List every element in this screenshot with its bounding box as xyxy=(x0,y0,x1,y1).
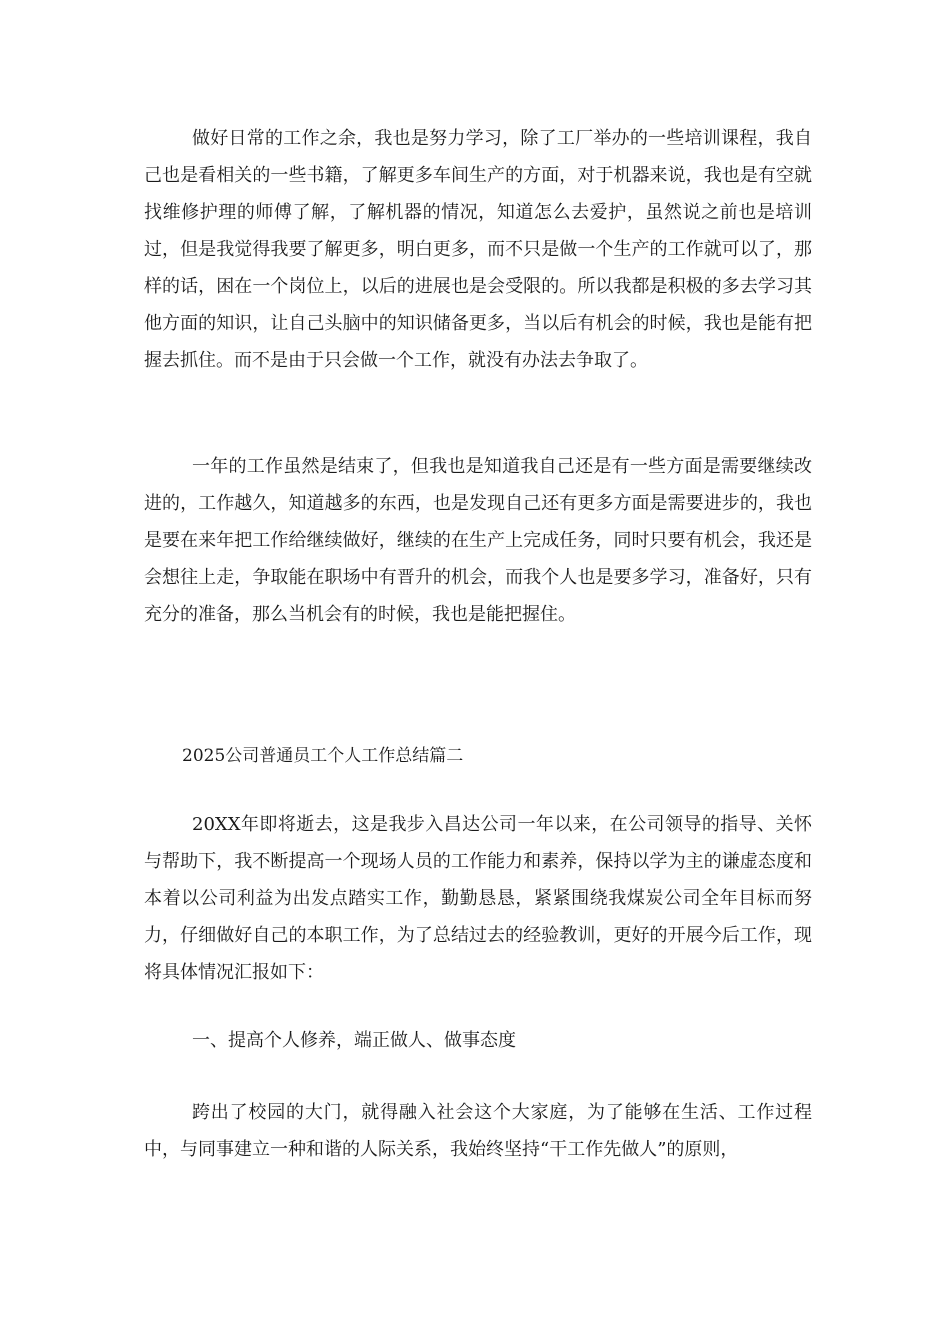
paragraph-self-study: 做好日常的工作之余，我也是努力学习，除了工厂举办的一些培训课程，我自己也是看相关的一些书籍，了解更多车间生产的方面，对于机器来说，我也是有空就找维修护理的师傅了解，了解机器的情况，知道怎么去爱护，虽然说之前也是培训过，但是我觉得我要了解更多，明白更多，而不只是做一个生产的工作就可以了，那样的话，困在一个岗位上，以后的进展也是会受限的。所以我都是积极的多去学习其他方面的知识，让自己头脑中的知识储备更多，当以后有机会的时候，我也是能有把握去抓住。而不是由于只会做一个工作，就没有办法去争取了。 xyxy=(144,128,812,371)
subheading-personal-cultivation: 一、提高个人修养，端正做人、做事态度 xyxy=(192,1030,516,1051)
paragraph-year-reflection: 一年的工作虽然是结束了，但我也是知道我自己还是有一些方面是需要继续改进的，工作越久，知道越多的东西，也是发现自己还有更多方面是需要进步的，我也是要在来年把工作给继续做好，继续的在生产上完成任务，同时只要有机会，我还是会想往上走，争取能在职场中有晋升的机会，而我个人也是要多学习，准备好，只有充分的准备，那么当机会有的时候，我也是能把握住。 xyxy=(144,456,812,625)
paragraph-social-integration: 跨出了校园的大门，就得融入社会这个大家庭，为了能够在生活、工作过程中，与同事建立一种和谐的人际关系，我始终坚持“干工作先做人”的原则， xyxy=(144,1102,812,1160)
section-title: 2025公司普通员工个人工作总结篇二 xyxy=(182,746,464,766)
paragraph-intro-summary: 20XX年即将逝去，这是我步入昌达公司一年以来，在公司领导的指导、关怀与帮助下，我不断提高一个现场人员的工作能力和素养，保持以学为主的谦虚态度和本着以公司利益为出发点踏实工作，勤勤恳恳，紧紧围绕我煤炭公司全年目标而努力，仔细做好自己的本职工作，为了总结过去的经验教训，更好的开展今后工作，现将具体情况汇报如下： xyxy=(144,814,812,983)
